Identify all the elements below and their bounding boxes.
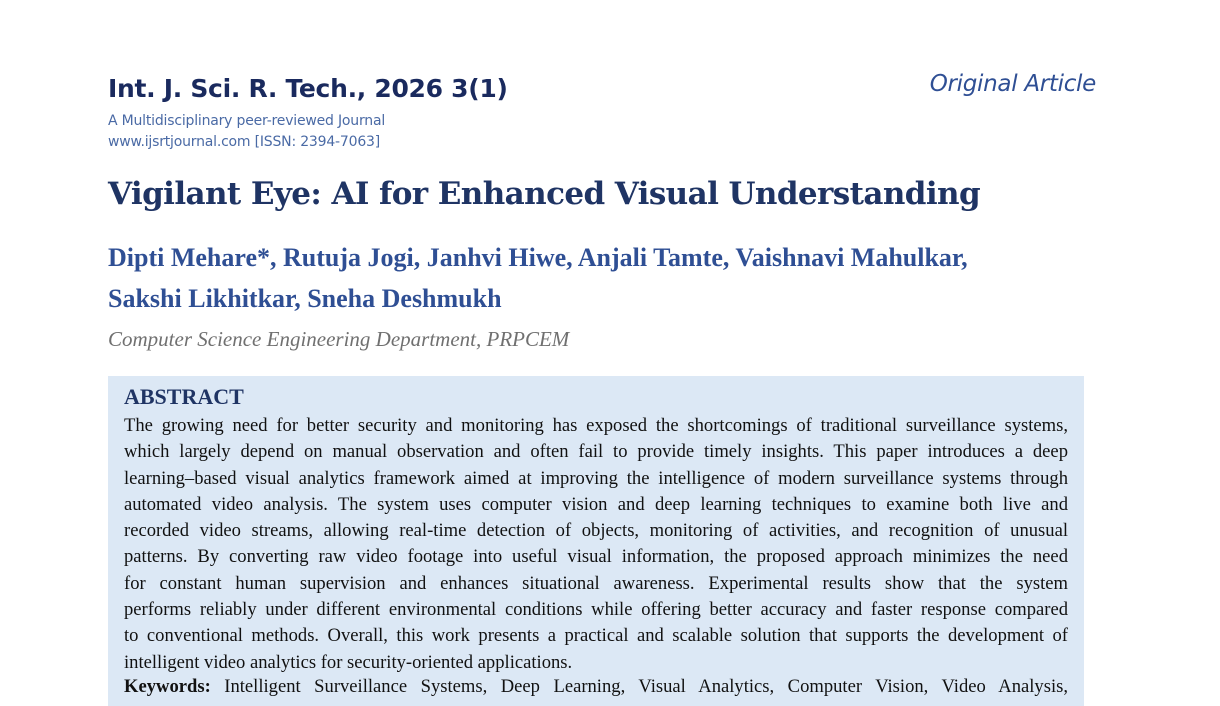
abstract-text (124, 413, 1068, 676)
affiliation: Computer Science Engineering Department, PRPCEM (108, 327, 570, 351)
abstract-line: automated video analysis. The system uses computer vision and deep learning techniques to examine both live and (124, 493, 1068, 515)
abstract-heading: ABSTRACT (124, 384, 244, 409)
abstract-line: performs reliably under different environmental conditions while offering better accuracy and faster response compared (124, 599, 1068, 621)
keywords-text: Intelligent Surveillance Systems, Deep Learning, Visual Analytics, Computer Vision, Video Analysis, (224, 676, 1068, 697)
abstract-line: The growing need for better security and monitoring has exposed the shortcomings of traditional surveillance systems, (124, 415, 1068, 436)
paper-title: Vigilant Eye: AI for Enhanced Visual Understanding (108, 176, 981, 212)
article-type-label: Original Article (929, 71, 1096, 97)
journal-subtitle: A Multidisciplinary peer-reviewed Journal (108, 113, 386, 129)
abstract-line: recorded video streams, allowing real-time detection of objects, monitoring of activities, and recognition of unusual (124, 520, 1068, 542)
abstract-line: learning–based visual analytics framework aimed at improving the intelligence of modern surveillance systems through (124, 467, 1068, 489)
abstract-line: intelligent video analytics for security-oriented applications. (124, 651, 573, 673)
abstract-line: for constant human supervision and enhances situational awareness. Experimental results show that the system (124, 572, 1068, 594)
journal-title: Int. J. Sci. R. Tech., 2026 3(1) (108, 74, 508, 103)
journal-website: www.ijsrtjournal.com [ISSN: 2394-7063] (108, 134, 380, 150)
authors-line-1: Dipti Mehare*, Rutuja Jogi, Janhvi Hiwe, Anjali Tamte, Vaishnavi Mahulkar, (108, 243, 968, 272)
abstract-line: patterns. By converting raw video footage into useful visual information, the proposed approach minimizes the need (124, 546, 1068, 568)
abstract-line: to conventional methods. Overall, this work presents a practical and scalable solution that supports the development of (124, 625, 1068, 647)
abstract-line: which largely depend on manual observation and often fail to provide timely insights. This paper introduces a deep (124, 441, 1068, 463)
keywords-label: Keywords: (124, 676, 211, 697)
abstract-box (108, 376, 1084, 706)
authors-line-2: Sakshi Likhitkar, Sneha Deshmukh (108, 284, 502, 313)
